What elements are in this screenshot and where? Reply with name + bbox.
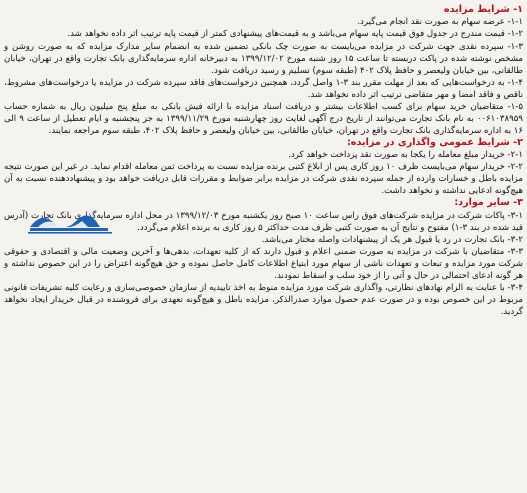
clause-1-3: ۱-۳- سپرده نقدی جهت شرکت در مزایده می‌بایست به صورت چک بانکی تضمین شده به انضمام سایر مدارک مزایده که به صورت روشن و مشخص نوشته شده در پاکت دربسته تا ساعت ۱۵ روز شنبه مورخ ۱۳۹۹/۱۲/۰۲ به دبیرخانه اداره سرمایه‌گذاری بانک تجارت واقع در تهران، خیابان طالقانی، بین خیابان ولیعصر و حافظ پلاک ۴۰۲ (طبقه سوم) تسلیم و رسید دریافت شود. <box>4 41 523 76</box>
clause-3-3: ۳-۳- متقاضیان با شرکت در مزایده به صورت ضمنی اعلام و قبول دارند که از کلیه تعهدات، بدهی‌ها و آخرین وضعیت مالی و اقتصادی و حقوقی شرکت مورد مزایده و تبعات و تعهدات ناشی از سهام مورد ابتیاع اطلاعات کامل حاصل نموده و حق هیچ‌گونه اعتراض را در این خصوص نداشته و هر گونه ادعای احتمالی در حال و آتی را از خود سلب و اسقاط نمودند. <box>4 247 523 282</box>
clause-3-4: ۳-۴- با عنایت به الزام نهادهای نظارتی، واگذاری شرکت مورد مزایده منوط به اخذ تاییدیه از سازمان خصوصی‌سازی و رعایت کلیه تشریفات قانونی مربوط در این خصوص بوده و در صورت عدم حصول موارد صدرالذکر، مزایده باطل و هیچ‌گونه تعهدی برای فروشنده در قبال خریدار ایجاد نخواهد گردید. <box>4 283 523 318</box>
clause-3-2: ۳-۲- بانک تجارت در رد یا قبول هر یک از پیشنهادات واصله مختار می‌باشد. <box>261 234 523 245</box>
bank-logo-icon <box>26 209 116 235</box>
clause-1-5: ۱-۵- متقاضیان خرید سهام برای کسب اطلاعات بیشتر و دریافت اسناد مزایده با ارائه فیش بانکی به مبلغ پنج میلیون ریال به شماره حساب ۰۰۶۱۰۳۸۹۵۹ به نام بانک تجارت می‌توانند از تاریخ درج آگهی لغایت روز چهارشنبه مورخ ۱۳۹۹/۱۱/۲۹ به جز پنجشنبه و ایام تعطیل از ساعت ۹ الی ۱۶ به اداره سرمایه‌گذاری بانک تجارت واقع در تهران، خیابان طالقانی، بین خیابان ولیعصر و حافظ پلاک ۴۰۲، طبقه سوم مراجعه نمایند. <box>4 101 523 136</box>
clause-1-4: ۱-۴- به درخواست‌هایی که بعد از مهلت مقرر بند ۳-۱ واصل گردد، همچنین درخواست‌های فاقد سپرده شرکت در مزایده یا درخواست‌های مشروط، ناقص و فاقد امضا و مهر متقاضی ترتیب اثر داده نخواهد شد. <box>4 77 523 100</box>
clause-2-2: ۲-۲- خریدار سهام می‌بایست ظرف ۱۰ روز کاری پس از ابلاغ کتبی برنده مزایده نسبت به پرداخت ثمن معامله اقدام نماید. در غیر این صورت نتیجه مزایده باطل و خسارات وارده از جمله سپرده نقدی شرکت در مزایده برابر ضوابط و مقررات قابل دریافت خواهد بود و پیشنهاددهنده نسبت به آن هیچ‌گونه ادعایی نداشته و نخواهد داشت. <box>4 162 524 197</box>
clause-3-1: ۳-۱- پاکات شرکت در مزایده شرکت‌های فوق راس ساعت ۱۰ صبح روز یکشنبه مورخ ۱۳۹۹/۱۲/۰۳ در محل اداره سرمایه‌گذاری بانک تجارت (آدرس قید شده در بند ۳-۱) مفتوح و نتایج آن به صورت کتبی ظرف مدت حداکثر ۵ روز کاری به برنده اعلام می‌گردد. <box>4 210 523 233</box>
clause-2-1: ۲-۱- خریدار مبلغ معامله را یکجا به صورت نقد پرداخت خواهد کرد. <box>288 150 523 161</box>
section-1-heading: ۱- شرایط مزایده <box>443 4 523 15</box>
auction-notice <box>4 4 523 485</box>
section-3-heading: ۳- سایر موارد: <box>454 197 523 209</box>
page-edge <box>4 479 523 485</box>
section-2-heading: ۲- شرایط عمومی واگذاری در مزایده: <box>346 136 523 148</box>
clause-1-2: ۱-۲- قیمت مندرج در جدول فوق قیمت پایه سهام می‌باشد و به قیمت‌های پیشنهادی کمتر از قیمت پایه ترتیب اثر داده نخواهد شد. <box>67 29 523 40</box>
clause-1-1: ۱-۱- عرضه سهام به صورت نقد انجام می‌گیرد. <box>357 17 523 28</box>
